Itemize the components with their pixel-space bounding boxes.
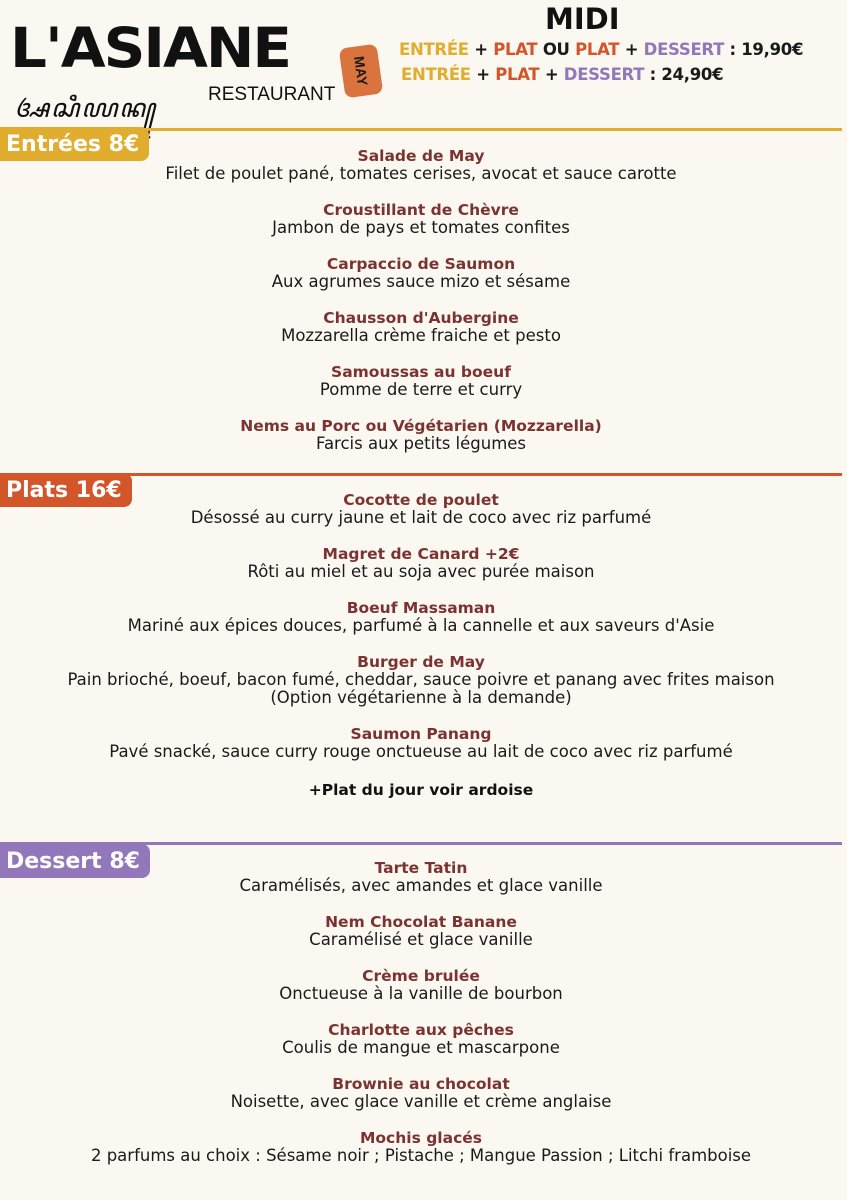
item-name: Nems au Porc ou Végétarien (Mozzarella) [240, 417, 602, 435]
menu-item [0, 1075, 842, 1111]
desserts-list [0, 859, 842, 1165]
may-badge: MAY [339, 44, 384, 99]
item-description: Pomme de terre et curry [319, 380, 523, 399]
menu-item [0, 255, 842, 291]
formula2-plus-2: + [539, 65, 564, 84]
formula1-ou: OU [537, 40, 576, 59]
item-description: Pain brioché, boeuf, bacon fumé, cheddar, sauce poivre et panang avec frites maison (Option végétarienne à la demande) [67, 670, 775, 707]
menu-item [0, 491, 842, 527]
item-name: Burger de May [357, 653, 485, 671]
menu-item [0, 201, 842, 237]
item-name: Samoussas au boeuf [331, 363, 511, 381]
midi-title: MIDI [545, 2, 620, 36]
menu-item [0, 309, 842, 345]
item-description: Onctueuse à la vanille de bourbon [279, 984, 563, 1003]
menu-item [0, 363, 842, 399]
formula1-dessert: DESSERT [643, 40, 725, 59]
menu-item [0, 1021, 842, 1057]
menu-item [0, 913, 842, 949]
item-name: Salade de May [357, 147, 485, 165]
menu-item [0, 1129, 842, 1165]
menu-item [0, 417, 842, 453]
restaurant-logo: L'ASIANE [10, 15, 291, 81]
item-description: Mozzarella crème fraiche et pesto [281, 326, 561, 345]
plats-list [0, 491, 842, 761]
menu-item [0, 653, 842, 707]
formula2-dessert: DESSERT [563, 65, 645, 84]
item-name: Charlotte aux pêches [328, 1021, 514, 1039]
menu-item [0, 147, 842, 183]
menu-item [0, 545, 842, 581]
item-description: Farcis aux petits légumes [315, 434, 527, 453]
item-name: Boeuf Massaman [346, 599, 496, 617]
formula1-price: : 19,90€ [724, 40, 804, 59]
plat-du-jour-note: +Plat du jour voir ardoise [308, 781, 534, 799]
menu-item [0, 725, 842, 761]
item-name: Magret de Canard +2€ [322, 545, 520, 563]
item-description: Coulis de mangue et mascarpone [282, 1038, 560, 1057]
formula2-plus: + [470, 65, 496, 84]
formula-24-90 [401, 65, 723, 84]
item-description: Caramélisé et glace vanille [309, 930, 533, 949]
item-description: Filet de poulet pané, tomates cerises, avocat et sauce carotte [165, 164, 677, 183]
formula-19-90 [399, 40, 803, 59]
item-description: Caramélisés, avec amandes et glace vanille [239, 876, 603, 895]
formula2-price: : 24,90€ [644, 65, 724, 84]
item-description: Désossé au curry jaune et lait de coco avec riz parfumé [190, 508, 652, 527]
entrees-list [0, 147, 842, 453]
item-name: Carpaccio de Saumon [326, 255, 516, 273]
item-name: Brownie au chocolat [332, 1075, 510, 1093]
item-name: Croustillant de Chèvre [323, 201, 519, 219]
item-name: Mochis glacés [359, 1129, 483, 1147]
item-description: 2 parfums au choix : Sésame noir ; Pistache ; Mangue Passion ; Litchi framboise [90, 1146, 752, 1165]
entrees-section-label: Entrées 8€ [0, 127, 149, 161]
formula2-entree: ENTRÉE [401, 65, 471, 84]
menu-item [0, 599, 842, 635]
menu-item [0, 967, 842, 1003]
item-description: Mariné aux épices douces, parfumé à la cannelle et aux saveurs d'Asie [127, 616, 715, 635]
item-name: Nem Chocolat Banane [325, 913, 517, 931]
formula1-entree: ENTRÉE [399, 40, 469, 59]
desserts-section-label: Dessert 8€ [0, 844, 150, 878]
item-name: Saumon Panang [350, 725, 492, 743]
item-description: Pavé snacké, sauce curry rouge onctueuse au lait de coco avec riz parfumé [109, 742, 733, 761]
item-description: Rôti au miel et au soja avec purée maison [247, 562, 595, 581]
formula1-plat: PLAT [493, 40, 538, 59]
item-description: Noisette, avec glace vanille et crème anglaise [230, 1092, 612, 1111]
menu-item [0, 859, 842, 895]
formula1-plat-alt: PLAT [575, 40, 620, 59]
formula2-plat: PLAT [495, 65, 540, 84]
formula1-plus: + [468, 40, 494, 59]
logo-script-text: ꦄꦱꦶꦪꦤ꧀ [14, 94, 157, 124]
item-name: Cocotte de poulet [343, 491, 499, 509]
logo-subtitle: RESTAURANT [208, 84, 336, 105]
item-name: Tarte Tatin [374, 859, 468, 877]
item-name: Crème brulée [362, 967, 480, 985]
item-description: Jambon de pays et tomates confites [272, 218, 570, 237]
formula1-plus-2: + [619, 40, 644, 59]
item-description: Aux agrumes sauce mizo et sésame [271, 272, 571, 291]
plats-section-label: Plats 16€ [0, 473, 132, 507]
item-name: Chausson d'Aubergine [323, 309, 519, 327]
